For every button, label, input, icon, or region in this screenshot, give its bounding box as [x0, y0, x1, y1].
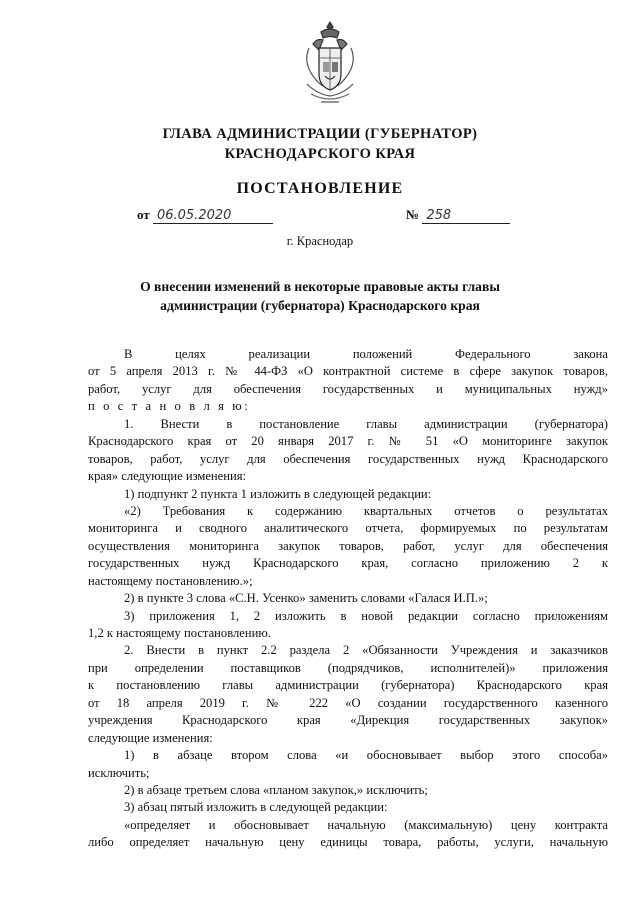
body-line: от 5 апреля 2013 г. № 44-ФЗ «О контрактной системе в сфере закупок товаров, — [88, 364, 608, 379]
body-line: 2. Внести в пункт 2.2 раздела 2 «Обязанности Учреждения и заказчиков — [124, 643, 608, 658]
subject-line-2: администрации (губернатора) Краснодарского края — [160, 298, 480, 313]
body-line: 3) приложения 1, 2 изложить в новой редакции согласно приложениям — [124, 608, 608, 623]
body-line: 1) подпункт 2 пункта 1 изложить в следующей редакции: — [124, 486, 432, 501]
number-value: 258 — [422, 209, 510, 224]
date-prefix: от — [137, 207, 150, 222]
body-line: либо определяет начальную цену единицы товара, работы, услуги, начальную — [88, 835, 608, 850]
body-line: работ, услуг для обеспечения государственных и муниципальных нужд» — [88, 381, 608, 396]
body-line: к постановлению главы администрации (губернатора) Краснодарского края — [88, 678, 608, 693]
body-line: «определяет и обосновывает начальную (максимальную) цену контракта — [124, 817, 608, 832]
body-line: «2) Требования к содержанию квартальных отчетов о результатах — [124, 503, 608, 518]
body-line: осуществления мониторинга закупок товаров, работ, услуг для обеспечения — [88, 538, 608, 553]
body-line: В целях реализации положений Федерального закона — [124, 347, 608, 361]
body-line: товаров, работ, услуг для обеспечения государственных нужд Краснодарского — [88, 451, 608, 466]
body-line: учреждения Краснодарского края «Дирекция государственных закупок» — [88, 713, 608, 728]
document-body — [88, 346, 608, 852]
coat-of-arms-icon — [299, 18, 361, 114]
body-line: следующие изменения: — [88, 730, 213, 745]
body-line: 1,2 к настоящему постановлению. — [88, 626, 271, 640]
body-line: мониторинга и сводного аналитического отчета, формируемых по результатам — [88, 521, 608, 536]
body-line: государственных нужд Краснодарского края, согласно приложению 2 к — [88, 556, 608, 571]
body-line: при определении поставщиков (подрядчиков, исполнителей)» приложения — [88, 660, 608, 675]
number-prefix: № — [406, 207, 420, 222]
date-field — [137, 207, 273, 224]
body-line: 1. Внести в постановление главы администрации (губернатора) — [124, 416, 608, 431]
city: г. Краснодар — [286, 234, 354, 248]
subject-line-1: О внесении изменений в некоторые правовые акты главы — [140, 279, 500, 294]
issuer-line-2: КРАСНОДАРСКОГО КРАЯ — [224, 146, 416, 162]
document-title: ПОСТАНОВЛЕНИЕ — [236, 180, 404, 197]
body-line: 2) в абзаце третьем слова «планом закупок,» исключить; — [124, 782, 428, 797]
issuer-line-1: ГЛАВА АДМИНИСТРАЦИИ (ГУБЕРНАТОР) — [162, 126, 478, 142]
body-line: 2) в пункте 3 слова «С.Н. Усенко» заменить словами «Галася И.П.»; — [124, 591, 488, 606]
body-line: от 18 апреля 2019 г. № 222 «О создании государственного казенного — [88, 695, 608, 710]
body-line: исключить; — [88, 765, 150, 780]
body-line: настоящему постановлению.»; — [88, 573, 253, 588]
body-line: 1) в абзаце втором слова «и обосновывает выбор этого способа» — [124, 748, 608, 763]
body-line: Краснодарского края от 20 января 2017 г. № 51 «О мониторинге закупок — [88, 434, 608, 449]
body-line: п о с т а н о в л я ю: — [88, 399, 251, 414]
body-line: 3) абзац пятый изложить в следующей редакции: — [124, 800, 388, 815]
body-line: края» следующие изменения: — [88, 469, 247, 484]
number-field — [406, 207, 510, 224]
date-value: 06.05.2020 — [153, 209, 273, 224]
